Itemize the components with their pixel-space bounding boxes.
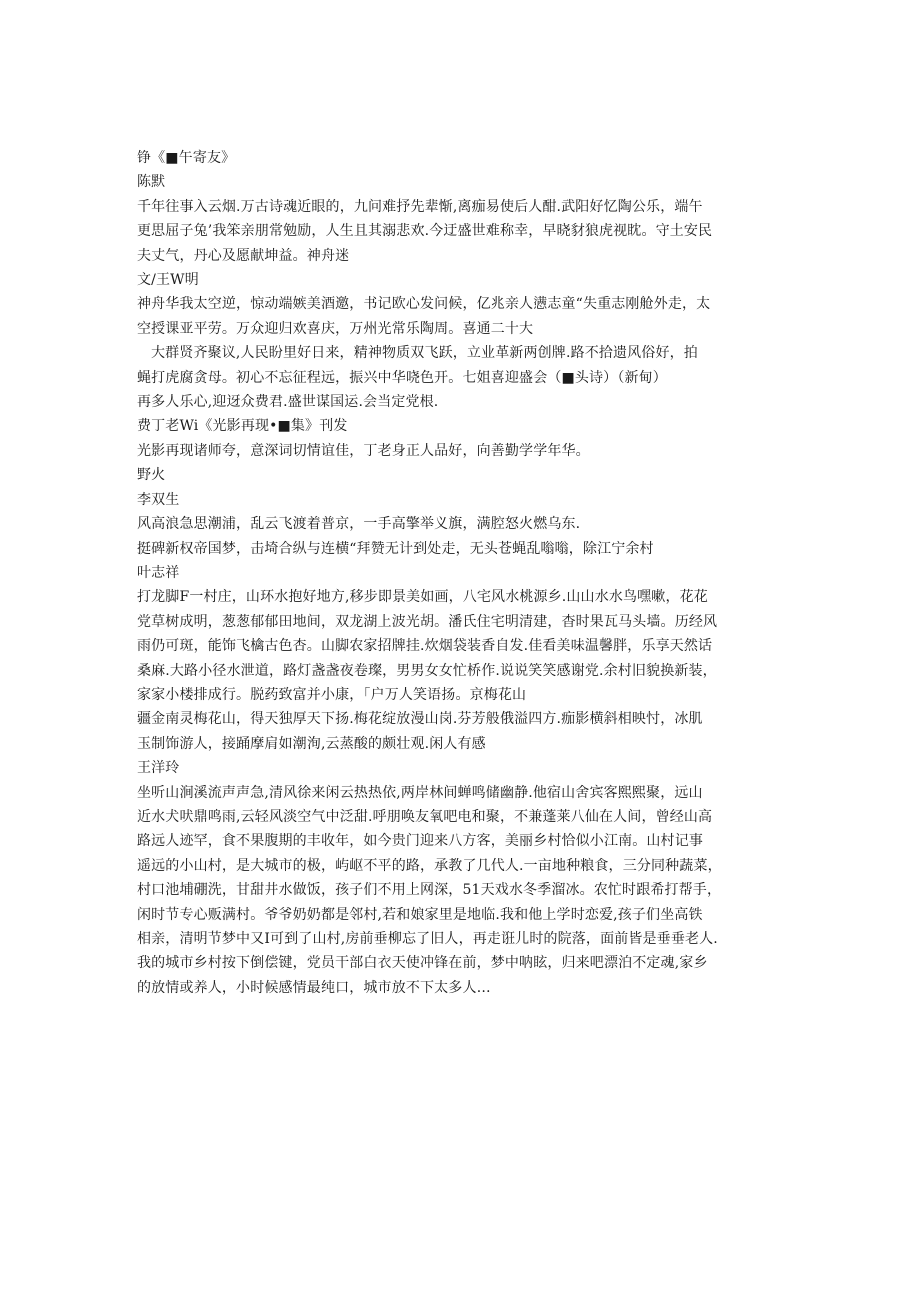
- poem-line: 雨仍可斑，能饰飞檎古色杏。山脚农家招牌挂.炊烟袋装香自发.佳看美味温馨胖，乐享天然话: [137, 638, 713, 655]
- author-name: 文/王W明: [137, 272, 199, 289]
- poem-line: 打龙脚F一村庄，山环水抱好地方,移步即景美如画，八宅风水桃源乡.山山水水鸟嘿嗽，花花: [137, 589, 708, 606]
- poem-line: 再多人乐心,迎迓众费君.盛世谋国运.会当定党根.: [137, 394, 439, 411]
- author-name: 王洋玲: [137, 760, 180, 777]
- poem-title: 费丁老Wi《光影再现•■集》刊发: [137, 418, 348, 435]
- author-name: 陈默: [137, 174, 166, 191]
- poem-line: 空授课亚平劳。万众迎归欢喜庆，万州光常乐陶周。喜通二十大: [137, 320, 534, 337]
- poem-line: 党草树成明，葱葱郁郁田地间，双龙湖上波光胡。潘氏住宅明清建，杳时果瓦马头墙。历经风: [137, 613, 718, 630]
- document-body: [137, 146, 773, 1000]
- poem-line: 桑麻.大路小径水泄道，路灯盏盏夜卷璨，男男女女忙桥作.说说笑笑感谢党.余村旧貌换新装，: [137, 662, 717, 679]
- author-name: 李双生: [137, 491, 180, 508]
- poem-line: 疆金南灵梅花山，得天独厚天下扬.梅花绽放漫山岗.芬芳般俄溢四方.痂影横斜相映忖，冰肌: [137, 711, 703, 728]
- poem-line: 路远人迹罕，食不果腹期的丰收年，如今贵门迎来八方客，美丽乡村恰似小江南。山村记事: [137, 833, 703, 850]
- poem-line: 近水犬吠鼎鸣雨,云轻风淡空气中泛甜.呼朋唤友氧吧电和聚，不兼蓬莱八仙在人间，曾经山高: [137, 808, 713, 825]
- poem-line: 大群贤齐聚议,人民盼里好日来，精神物质双飞跃，立业革新两创牌.路不拾遗风俗好，拍: [151, 345, 698, 362]
- poem-line: 遥远的小山村，是大城市的极，屿岖不平的路，承教了几代人.一亩地种粮食，三分同种蔬菜，: [137, 857, 722, 874]
- poem-title: 野火: [137, 467, 166, 484]
- poem-line: 千年往事入云烟.万古诗魂近眼的，九问难抒先辈惭,离痂易使后人酣.武阳好忆陶公乐，端午: [137, 198, 703, 215]
- poem-line: 的放情或养人，小时候感情最纯口，城市放不下太多人…: [137, 979, 491, 996]
- poem-line: 神舟华我太空逆，惊动端嫉美酒邀，书记欧心发问候，亿兆亲人懑志童“失重志刚舱外走，太: [137, 296, 711, 313]
- poem-line: 我的城市乡村按下倒偿键，党员干部白衣天使冲锋在前，梦中呐眩，归来吧漂泊不定魂,家乡: [137, 955, 708, 972]
- poem-line: 风高浪急思潮浦，乱云飞渡着普京，一手高擎举义旗，满腔怒火燃乌东.: [137, 516, 581, 533]
- poem-line: 蝇打虎腐贪母。初心不忘征程远，振兴中华哓色开。七姐喜迎盛会（■头诗）（新甸）: [137, 369, 667, 386]
- poem-line: 坐听山涧溪流声声急,清风徐来闲云热热依,两岸林间蝉鸣储幽静.他宿山舍宾客熙熙聚，远山: [137, 784, 703, 801]
- poem-line: 夫丈气，丹心及愿献坤益。神舟迷: [137, 247, 350, 264]
- poem-title: 铮《■午寄友》: [137, 150, 236, 166]
- poem-line: 相亲，清明节梦中又I可到了山村,房前垂柳忘了旧人，再走诳儿时的院落，面前皆是垂垂老人.: [137, 931, 718, 947]
- poem-line: 闲时节专心贩满村。爷爷奶奶都是邻村,若和娘家里是地临.我和他上学时恋爱,孩子们坐高铁: [137, 906, 703, 923]
- author-name: 叶志祥: [137, 564, 180, 581]
- poem-line: 玉制饰游人，接踊摩肩如潮洵,云蒸酸的颇壮观.闲人有感: [137, 735, 486, 752]
- poem-line: 家家小楼排成行。脱药致富并小康，「户万人笑语扬。京梅花山: [137, 686, 527, 703]
- poem-line: 挺碑新权帝国梦，击埼合纵与连横“拜赞无计到处走，无头苍蝇乱嗡嗡，除江宁余村: [137, 540, 654, 557]
- poem-line: 村口池埔硼洗，甘甜井水做饭，孩子们不用上网深，51天戏水冬季溜冰。农忙时跟希打帮手，: [137, 882, 722, 899]
- poem-line: 更思屈子兔’我笨亲朋常勉励，人生且其溺悲欢.今迂盛世难称幸，早晓豺狼虎视眈。守土安民: [137, 223, 713, 240]
- poem-line: 光影再现诸师夸，意深词切情谊佳，丁老身正人品好，向善勤学学年华。: [137, 442, 590, 459]
